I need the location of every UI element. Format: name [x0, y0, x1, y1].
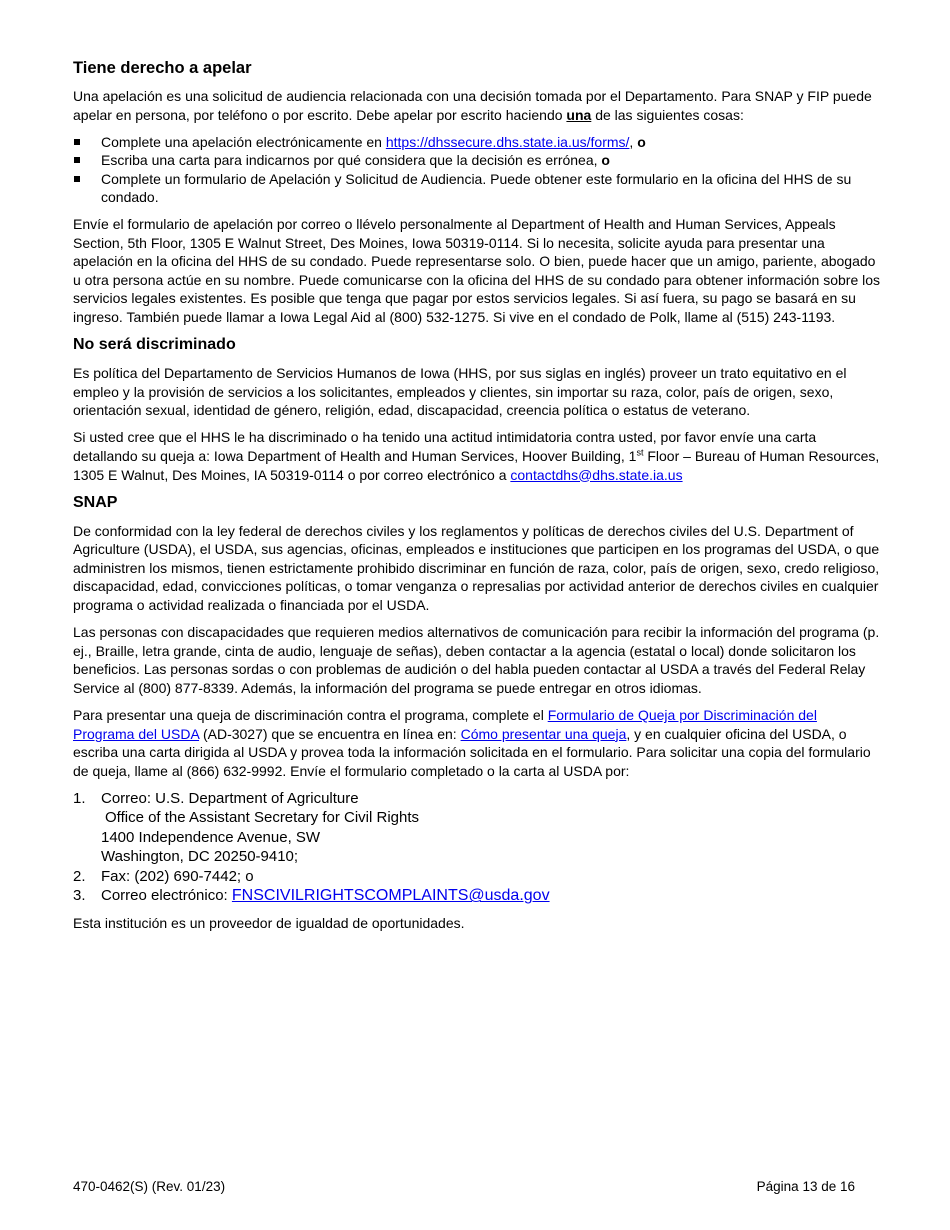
list-item: 3. Correo electrónico: FNSCIVILRIGHTSCOMPLAINTS@usda.gov [73, 887, 550, 905]
document-page [73, 58, 881, 941]
list-item: 2. Fax: (202) 690-7442; o [73, 867, 254, 885]
list-item: 1. Correo: U.S. Department of Agriculture Office of the Assistant Secretary for Civil Rights 1400 Independence Avenue, SW Washington, DC 20250-9410; [73, 789, 420, 866]
how-to-file-link[interactable]: Cómo presentar una queja [460, 725, 627, 742]
appeal-options-list [73, 133, 881, 207]
list-item: Escriba una carta para indicarnos por qué considera que la decisión es errónea, o [73, 151, 881, 170]
snap-paragraph-3: Para presentar una queja de discriminación contra el programa, complete el Formulario de Queja por Discriminación del Programa del USDA (AD-3027) que se encuentra en línea en: Cómo presentar una queja, y en cualquier oficina del USDA, o escriba una carta dirigida al USDA y provea toda la información solicitada en el formulario. Para solicitar una copia del formulario de queja, llame al (866) 632-9992. Envíe el formulario completado o la carta al USDA por: [73, 707, 871, 779]
snap-heading: SNAP [73, 493, 118, 511]
emphasis-una: una [566, 106, 592, 123]
submission-methods-list [73, 789, 881, 906]
form-number: 470-0462(S) (Rev. 01/23) [73, 1179, 226, 1194]
appeal-paragraph: Envíe el formulario de apelación por correo o llévelo personalmente al Department of Health and Human Services, Appeals Section, 5th Floor, 1305 E Walnut Street, Des Moines, Iowa 50319-0114. Si lo necesita, solicite ayuda para presentar una apelación en la oficina del HHS de su condado. Puede representarse solo. O bien, puede hacer que un amigo, pariente, abogado u otra persona actúe en su nombre. Puede comunicarse con la oficina del HHS de su condado para obtener información sobre los servicios legales existentes. Es posible que tenga que pagar por estos servicios legales. Si así fuera, su pago se basará en su ingreso. También puede llamar a Iowa Legal Aid al (800) 532-1275. Si vive en el condado de Polk, llame al (515) 243-1193. [73, 216, 881, 326]
complaint-form-link[interactable]: Formulario de Queja por Discriminación del Programa del USDA [73, 707, 817, 742]
list-item: Complete un formulario de Apelación y Solicitud de Audiencia. Puede obtener este formulario en la oficina del HHS de su condado. [73, 170, 881, 207]
snap-paragraph-1: De conformidad con la ley federal de derechos civiles y los reglamentos y políticas de derechos civiles del U.S. Department of Agriculture (USDA), el USDA, sus agencias, oficinas, empleados e instituciones que participen en los programas del USDA, o que administren los mismos, tienen estrictamente prohibido discriminar en función de raza, color, país de origen, sexo, credo religioso, discapacidad, edad, convicciones políticas, o tomar venganza o represalias por actividad anterior de derechos civiles en cualquier programa o actividad realizada o financiada por el USDA. [73, 522, 880, 614]
discrimination-paragraph-1: Es política del Departamento de Servicios Humanos de Iowa (HHS, por sus siglas en inglés) proveer un trato equitativo en el empleo y la provisión de servicios a los solicitantes, empleados y clientes, sin importar su raza, color, país de origen, sexo, orientación sexual, identidad de género, religión, edad, discapacidad, creencia política o estatus de veterano. [73, 365, 847, 419]
discrimination-heading: No será discriminado [73, 336, 236, 354]
list-item: Complete una apelación electrónicamente en https://dhssecure.dhs.state.ia.us/forms/, o [73, 133, 881, 152]
closing-statement: Esta institución es un proveedor de igualdad de oportunidades. [73, 914, 465, 931]
contact-email-link[interactable]: contactdhs@dhs.state.ia.us [510, 466, 683, 483]
snap-paragraph-2: Las personas con discapacidades que requieren medios alternativos de comunicación para recibir la información del programa (p. ej., Braille, letra grande, cinta de audio, lenguaje de señas), deben contactar a la agencia (estatal o local) donde solicitaron los beneficios. Las personas sordas o con problemas de audición o del habla pueden contactar al USDA a través del Federal Relay Service al (800) 877-8339. Además, la información del programa se puede entregar en otros idiomas. [73, 624, 880, 696]
usda-email-link[interactable]: FNSCIVILRIGHTSCOMPLAINTS@usda.gov [231, 887, 550, 905]
square-bullet-icon [74, 157, 80, 163]
appeal-form-link[interactable]: https://dhssecure.dhs.state.ia.us/forms/ [385, 133, 630, 150]
square-bullet-icon [74, 176, 80, 182]
page-number: Página 13 de 16 [756, 1179, 855, 1194]
square-bullet-icon [74, 139, 80, 145]
appeal-heading: Tiene derecho a apelar [73, 59, 252, 77]
discrimination-paragraph-2: Si usted cree que el HHS le ha discriminado o ha tenido una actitud intimidatoria contra usted, por favor envíe una carta detallando su queja a: Iowa Department of Health and Human Services, Hoover Building, 1st Floor – Bureau of Human Resources, 1305 E Walnut, Des Moines, IA 50319-0114 o por correo electrónico a contactdhs@dhs.state.ia.us [73, 429, 880, 483]
appeal-intro: Una apelación es una solicitud de audiencia relacionada con una decisión tomada por el Departamento. Para SNAP y FIP puede apelar en persona, por teléfono o por escrito. Debe apelar por escrito haciendo una de las siguientes cosas: [73, 88, 872, 123]
